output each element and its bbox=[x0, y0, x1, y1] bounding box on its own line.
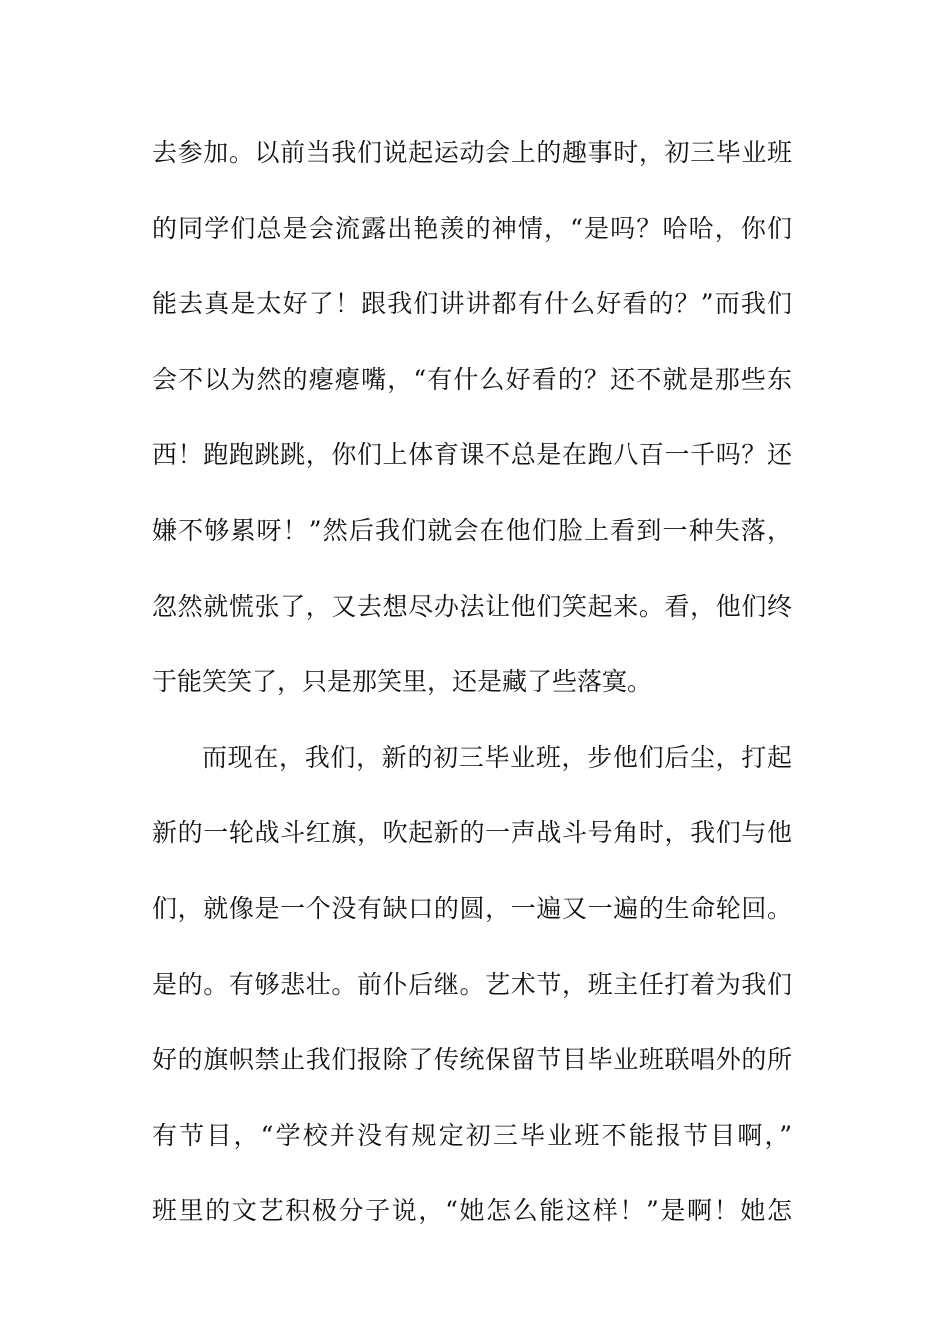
text-line bbox=[152, 884, 792, 960]
paragraph-start-line bbox=[152, 733, 792, 809]
text-line bbox=[152, 1111, 792, 1187]
line-text: 们，就像是一个没有缺口的圆，一遍又一遍的生命轮回。 bbox=[152, 893, 792, 923]
line-text: 是的。有够悲壮。前仆后继。艺术节，班主任打着为我们 bbox=[152, 969, 792, 999]
line-text: 西！跑跑跳跳，你们上体育课不总是在跑八百一千吗？还 bbox=[152, 440, 792, 470]
text-line bbox=[152, 808, 792, 884]
text-line bbox=[152, 506, 792, 582]
text-line bbox=[152, 128, 792, 204]
text-line bbox=[152, 1186, 792, 1262]
line-text: 嫌不够累呀！”然后我们就会在他们脸上看到一种失落， bbox=[152, 515, 792, 545]
body-text bbox=[152, 128, 792, 1262]
text-line bbox=[152, 960, 792, 1036]
line-text: 于能笑笑了，只是那笑里，还是藏了些落寞。 bbox=[152, 667, 653, 697]
text-line bbox=[152, 204, 792, 280]
text-line bbox=[152, 279, 792, 355]
paragraph-end-line bbox=[152, 657, 792, 733]
text-line bbox=[152, 1035, 792, 1111]
text-line bbox=[152, 430, 792, 506]
line-text: 会不以为然的瘪瘪嘴，“有什么好看的？还不就是那些东 bbox=[152, 364, 792, 394]
line-text: 班里的文艺积极分子说，“她怎么能这样！”是啊！她怎 bbox=[152, 1196, 792, 1226]
line-text: 去参加。以前当我们说起运动会上的趣事时，初三毕业班 bbox=[152, 138, 792, 167]
line-text: 好的旗帜禁止我们报除了传统保留节目毕业班联唱外的所 bbox=[152, 1045, 792, 1075]
line-text: 能去真是太好了！跟我们讲讲都有什么好看的？”而我们 bbox=[152, 289, 792, 319]
line-text: 新的一轮战斗红旗，吹起新的一声战斗号角时，我们与他 bbox=[152, 818, 792, 848]
line-text: 有节目，“学校并没有规定初三毕业班不能报节目啊，” bbox=[152, 1120, 792, 1150]
text-line bbox=[152, 582, 792, 658]
line-text: 的同学们总是会流露出艳羡的神情，“是吗？哈哈，你们 bbox=[152, 213, 792, 243]
line-text: 而现在，我们，新的初三毕业班，步他们后尘，打起 bbox=[202, 742, 792, 772]
line-text: 忽然就慌张了，又去想尽办法让他们笑起来。看，他们终 bbox=[152, 591, 792, 621]
text-line bbox=[152, 355, 792, 431]
